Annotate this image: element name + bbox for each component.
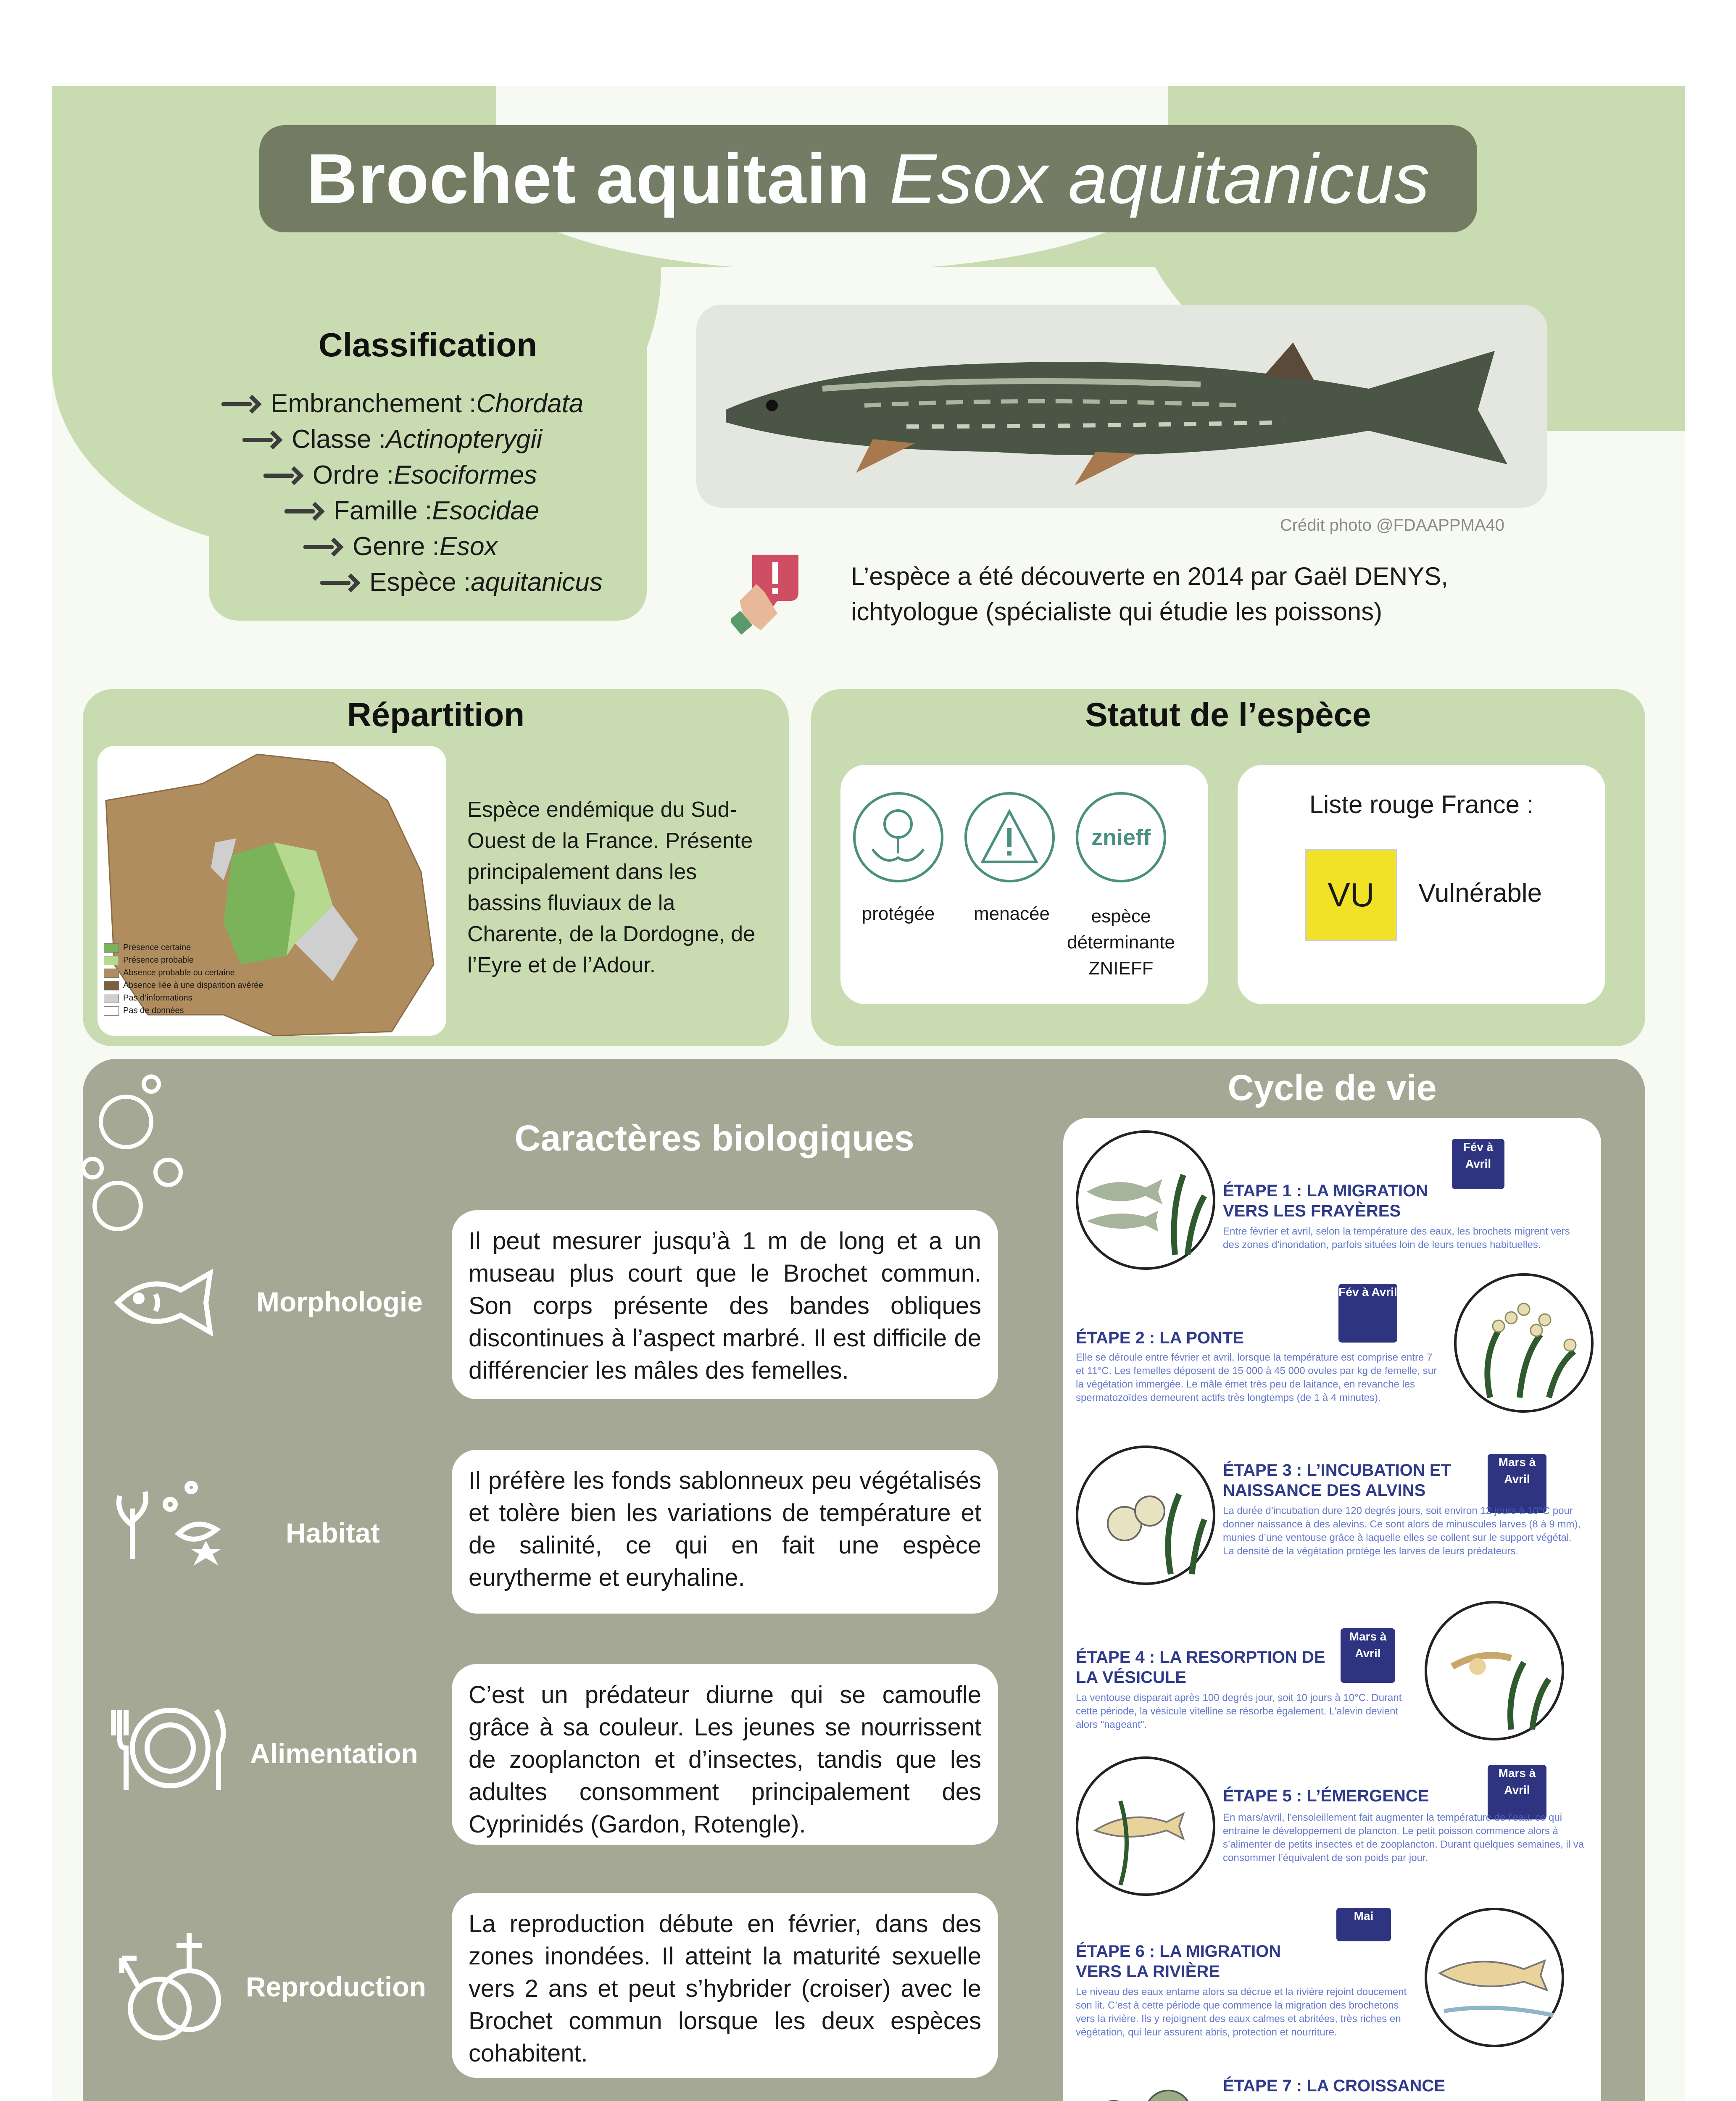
stage-title: ÉTAPE 3 : L’INCUBATION ET NAISSANCE DES ALVINS	[1223, 1461, 1451, 1500]
repartition-text: Espèce endémique du Sud-Ouest de la France. Présente principalement dans les bassins fluviaux de la Charente, de la Dordogne, de l’Eyre et de l’Adour.	[467, 798, 756, 977]
calendar-badge: Mars à Avril	[1488, 1454, 1546, 1513]
cycle-heading: Cycle de vie	[1228, 1068, 1437, 1108]
calendar-badge: Fév à Avril	[1338, 1284, 1397, 1343]
stage-text: En mars/avril, l’ensoleillement fait augmenter la température de l’eau, ce qui entraine le développement de plancton. Le petit poisson commence alors à s’alimenter de petits insectes et de zooplancton. Durant quelques semaines, il va consommer l’équivalent de son poids par jour.	[1223, 1812, 1584, 1864]
stage-text: Entre février et avril, selon la température des eaux, les brochets migrent vers des zones d’inondation, parfois situées loin de leurs tenues habituelles.	[1223, 1226, 1570, 1251]
legend-item: Présence certaine	[104, 941, 263, 954]
bio-label-habitat: Habitat	[286, 1517, 380, 1548]
stage-illustration	[1425, 1908, 1564, 2047]
redlist-text: Vulnérable	[1418, 879, 1542, 908]
stage-title: ÉTAPE 4 : LA RESORPTION DE LA VÉSICULE	[1076, 1648, 1325, 1687]
stage-text: Elle se déroule entre février et avril, lorsque la température est comprise entre 7 et 11°C. Les femelles déposent de 15 000 à 45 000 ovules par kg de femelle, sur la végétation immergée. Le mâle émet très peu de laitance, en revanche les spermatozoïdes demeurent actifs très longtemps (de 1 à 4 minutes).	[1076, 1352, 1437, 1403]
classification-card	[209, 305, 647, 621]
znieff-icon: znieff	[1076, 792, 1166, 882]
title-latin: Esox aquitanicus	[889, 139, 1430, 218]
arrow-icon	[285, 506, 324, 516]
gender-icon	[113, 1925, 240, 2051]
arrow-icon	[242, 434, 282, 445]
plate-icon	[107, 1698, 233, 1798]
redlist-label: Liste rouge France :	[1309, 790, 1534, 819]
legend-item: Absence liée à une disparition avérée	[104, 979, 263, 992]
stage-illustration	[1076, 1445, 1215, 1585]
redlist-panel	[1238, 765, 1605, 1004]
status-label: protégée	[861, 903, 935, 924]
classification-row: Classe : Actinopterygii	[242, 424, 542, 454]
classification-row: Genre : Esox	[303, 532, 498, 561]
calendar-badge: Fév à Avril	[1452, 1139, 1504, 1189]
bubbles-decor	[67, 1046, 202, 1282]
statut-card	[811, 689, 1645, 1046]
classification-row: Espèce : aquitanicus	[320, 567, 603, 597]
statut-heading: Statut de l’espèce	[1085, 696, 1371, 733]
stage-text: La durée d’incubation dure 120 degrés jours, soit environ 12 jours à 10°C pour donner naissance à des alevins. Ce sont alors de minuscules larves (8 à 9 mm), munies d’une ventouse grâce à laquelle elles se collent sur le support végétal. La densité de la végétation protège les larves de leurs prédateurs.	[1223, 1505, 1581, 1557]
legend-item: Pas de données	[104, 1004, 263, 1017]
stage-illustration	[1425, 1601, 1564, 1740]
stage-title: ÉTAPE 6 : LA MIGRATION VERS LA RIVIÈRE	[1076, 1942, 1281, 1981]
stage-illustration	[1076, 2076, 1210, 2101]
stage-text: Le niveau des eaux entame alors sa décrue et la rivière rejoint doucement son lit. C’est à cette période que commence la migration des brochetons vers la rivière. Ils y rejoignent des eaux calmes et abritées, très riches en végétation, qui leur assurent abris, protection et nourriture.	[1076, 1986, 1407, 2038]
stage-title: ÉTAPE 2 : LA PONTE	[1076, 1329, 1244, 1347]
arrow-icon	[263, 470, 303, 480]
fish-icon	[109, 1261, 227, 1345]
legend-item: Absence probable ou certaine	[104, 966, 263, 979]
cycle-panel	[1063, 1118, 1601, 2101]
bio-text-reproduction: La reproduction débute en février, dans des zones inondées. Il atteint la maturité sexuelle vers 2 ans et peut s’hybrider (croiser) avec le Brochet commun lorsque les deux espèces cohabitent.	[452, 1893, 998, 2078]
status-icons-panel	[840, 765, 1208, 1004]
fish-photo	[696, 305, 1547, 508]
legend-item: Pas d’informations	[104, 992, 263, 1004]
legend-item: Présence probable	[104, 954, 263, 966]
bio-text-morphologie: Il peut mesurer jusqu’à 1 m de long et a un museau plus court que le Brochet commun. Son corps présente des bandes obliques discontinues à l’aspect marbré. Il est difficile de différencier les mâles des femelles.	[452, 1210, 998, 1399]
bio-label-alimentation: Alimentation	[250, 1738, 418, 1769]
bio-label-morphologie: Morphologie	[256, 1286, 423, 1317]
page-title	[259, 125, 1477, 232]
arrow-icon	[303, 542, 343, 552]
redlist-code-badge: VU	[1305, 849, 1397, 941]
distribution-map	[97, 746, 446, 1036]
status-label: espèce déterminante ZNIEFF	[1067, 906, 1175, 979]
classification-row: Famille : Esocidae	[285, 496, 539, 526]
stage-title: ÉTAPE 5 : L’ÉMERGENCE	[1223, 1787, 1429, 1805]
stage-illustration	[1076, 1130, 1215, 1270]
stage-title: ÉTAPE 7 : LA CROISSANCE	[1223, 2077, 1445, 2095]
repartition-card	[83, 689, 789, 1046]
calendar-badge: Mars à Avril	[1488, 1765, 1546, 1819]
map-legend	[104, 941, 263, 1017]
arrow-icon	[320, 577, 360, 587]
bio-heading: Caractères biologiques	[514, 1118, 914, 1158]
title-common: Brochet aquitain	[306, 139, 870, 218]
classification-heading: Classification	[318, 326, 537, 363]
arrow-icon	[221, 399, 261, 409]
calendar-badge: Mars à Avril	[1341, 1628, 1395, 1683]
stage-title: ÉTAPE 1 : LA MIGRATION VERS LES FRAYÈRES	[1223, 1182, 1428, 1220]
discovery-text: L’espèce a été découverte en 2014 par Gaël DENYS, ichtyologue (spécialiste qui étudie les poissons)	[851, 562, 1448, 626]
classification-row: Embranchement : Chordata	[221, 389, 583, 419]
warning-icon	[964, 792, 1055, 882]
stage-illustration	[1076, 1756, 1215, 1896]
habitat-icon	[107, 1462, 233, 1572]
bio-text-habitat: Il préfère les fonds sablonneux peu végétalisés et tolère bien les variations de température et de salinité, ce qui en fait une espèce eurytherme et euryhaline.	[452, 1450, 998, 1614]
bio-label-reproduction: Reproduction	[246, 1971, 426, 2002]
stage-illustration	[1454, 1273, 1594, 1413]
status-label: menacée	[973, 903, 1050, 924]
classification-row: Ordre : Esociformes	[263, 460, 537, 490]
repartition-heading: Répartition	[347, 696, 525, 733]
stage-text: La ventouse disparait après 100 degrés jour, soit 10 jours à 10°C. Durant cette période, la vésicule vitelline se résorbe également. L’alevin devient alors "nageant".	[1076, 1692, 1402, 1730]
calendar-badge: Mai	[1336, 1908, 1391, 1941]
tree-hands-icon	[853, 792, 943, 882]
discovery-alert-icon	[731, 550, 803, 635]
photo-credit: Crédit photo @FDAAPPMA40	[1280, 516, 1504, 534]
bio-text-alimentation: C’est un prédateur diurne qui se camoufle grâce à sa couleur. Les jeunes se nourrissent de zooplancton et d’insectes, tandis que les adultes consomment principalement des Cyprinidés (Gardon, Rotengle).	[452, 1664, 998, 1845]
